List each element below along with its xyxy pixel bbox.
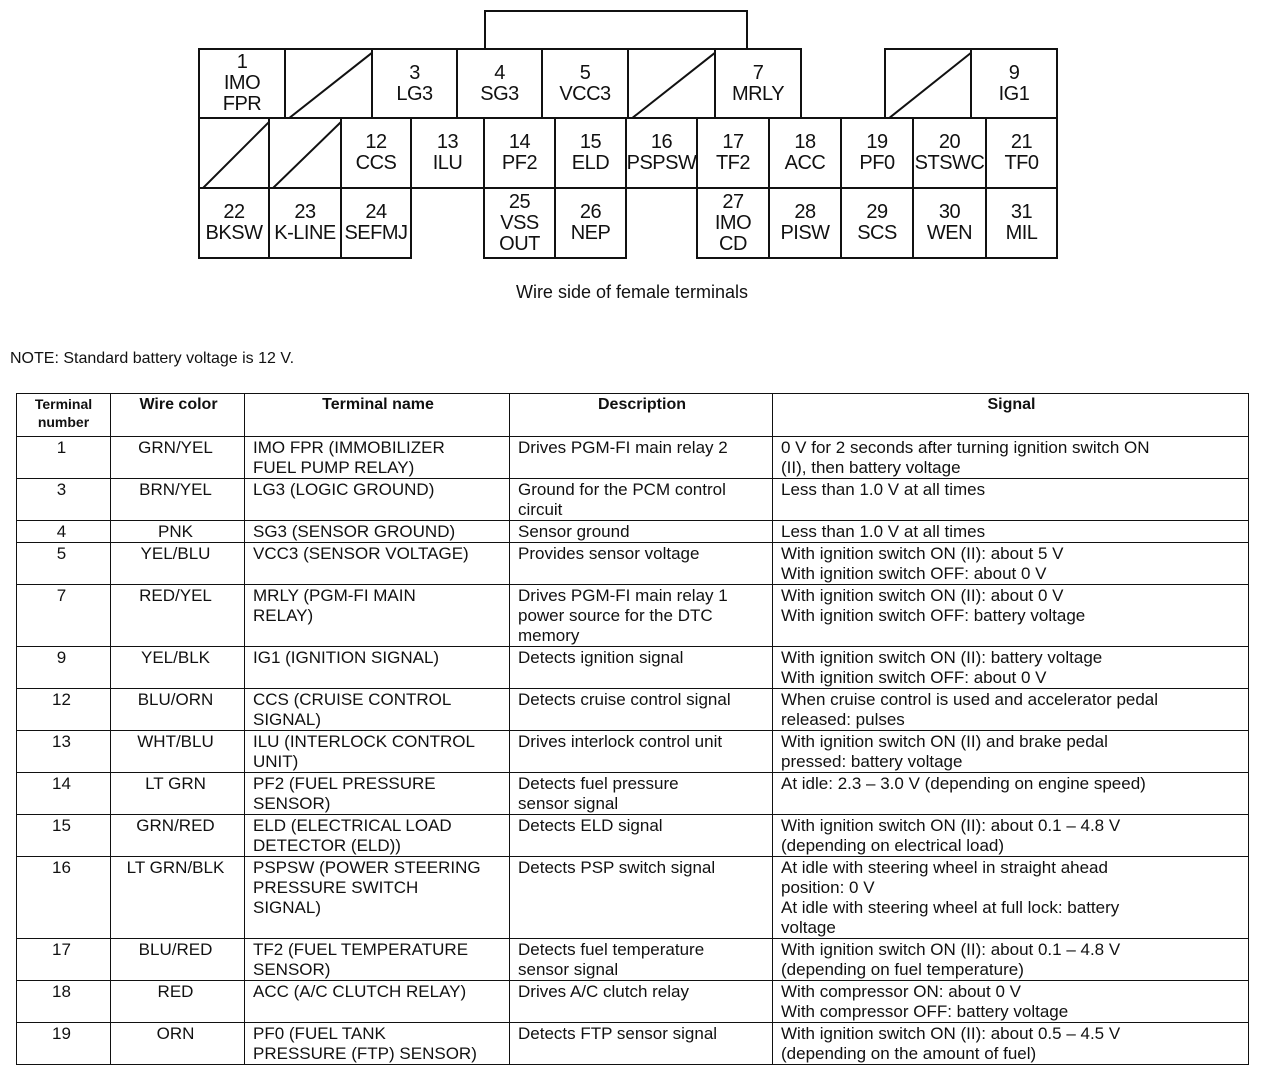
terminal-number: 14 [508, 131, 531, 153]
table-row [17, 815, 1249, 857]
cell-description: Detects FTP sensor signal [510, 1023, 773, 1065]
cell-description: Detects fuel temperature sensor signal [510, 939, 773, 981]
table-row [17, 585, 1249, 647]
terminal-number: 27 [722, 190, 744, 213]
terminal-7 [714, 48, 802, 119]
cell-wire-color: LT GRN [111, 773, 245, 815]
terminal-label: STSWC [914, 152, 985, 174]
cell-signal: Less than 1.0 V at all times [773, 521, 1249, 543]
cell-terminal-name: IMO FPR (IMMOBILIZER FUEL PUMP RELAY) [245, 437, 510, 479]
cell-signal: When cruise control is used and accelerator pedal released: pulses [773, 689, 1249, 731]
cell-terminal-name: VCC3 (SENSOR VOLTAGE) [245, 543, 510, 585]
terminal-25 [483, 187, 556, 259]
terminal-21 [985, 117, 1058, 189]
terminal-1 [198, 48, 286, 119]
terminal-31 [985, 187, 1058, 259]
terminal-label: VCC3 [559, 82, 611, 105]
terminal-17 [696, 117, 770, 189]
cell-signal: 0 V for 2 seconds after turning ignition switch ON (II), then battery voltage [773, 437, 1249, 479]
terminal-27 [696, 187, 770, 259]
terminal-label: SG3 [480, 82, 519, 105]
terminal-number: 25 [508, 190, 531, 213]
cell-description: Sensor ground [510, 521, 773, 543]
terminal-20 [912, 117, 987, 189]
cell-terminal-number: 7 [17, 585, 111, 647]
terminal-number: 19 [866, 131, 888, 153]
terminal-number: 31 [1010, 201, 1033, 223]
table-row [17, 1023, 1249, 1065]
terminal-19 [840, 117, 914, 189]
cell-description: Detects cruise control signal [510, 689, 773, 731]
cell-terminal-number: 15 [17, 815, 111, 857]
cell-terminal-name: LG3 (LOGIC GROUND) [245, 479, 510, 521]
terminal-number: 21 [1010, 131, 1033, 153]
terminal-12 [340, 117, 412, 189]
terminal-number: 24 [365, 201, 387, 223]
table-header-row [17, 394, 1249, 437]
terminal-number: 26 [579, 201, 602, 223]
cell-terminal-number: 13 [17, 731, 111, 773]
cell-signal: With ignition switch ON (II): about 5 V With ignition switch OFF: about 0 V [773, 543, 1249, 585]
terminal-label: PF0 [859, 152, 895, 174]
cell-description: Provides sensor voltage [510, 543, 773, 585]
terminal-number: 12 [365, 131, 387, 153]
terminal-4 [456, 48, 543, 119]
cell-signal: Less than 1.0 V at all times [773, 479, 1249, 521]
terminal-label: BKSW [205, 222, 263, 244]
cell-description: Drives A/C clutch relay [510, 981, 773, 1023]
terminal-empty-slot [198, 117, 270, 189]
terminal-label: MIL [1005, 222, 1038, 244]
cell-signal: With ignition switch ON (II): battery voltage With ignition switch OFF: about 0 V [773, 647, 1249, 689]
slash-mark [629, 50, 716, 119]
cell-description: Detects ELD signal [510, 815, 773, 857]
terminal-label: SCS [857, 222, 897, 244]
terminal-number: 22 [223, 201, 245, 223]
terminal-number: 9 [1008, 61, 1020, 84]
cell-signal: At idle: 2.3 – 3.0 V (depending on engine speed) [773, 773, 1249, 815]
table-row [17, 939, 1249, 981]
table-row [17, 437, 1249, 479]
cell-wire-color: YEL/BLU [111, 543, 245, 585]
terminal-26 [554, 187, 627, 259]
terminal-label: PF2 [501, 152, 538, 174]
cell-wire-color: ORN [111, 1023, 245, 1065]
cell-terminal-name: ILU (INTERLOCK CONTROL UNIT) [245, 731, 510, 773]
terminal-number: 29 [866, 201, 888, 223]
cell-terminal-number: 9 [17, 647, 111, 689]
terminal-number: 30 [938, 201, 961, 223]
terminal-label: ELD [571, 152, 610, 174]
cell-signal: With ignition switch ON (II) and brake pedal pressed: battery voltage [773, 731, 1249, 773]
header-description: Description [510, 394, 773, 437]
terminal-label: ACC [784, 152, 826, 174]
terminal-empty-slot [268, 117, 342, 189]
cell-wire-color: LT GRN/BLK [111, 857, 245, 939]
cell-description: Detects ignition signal [510, 647, 773, 689]
terminal-number: 7 [752, 61, 764, 84]
terminal-label: LG3 [396, 82, 433, 105]
cell-terminal-number: 12 [17, 689, 111, 731]
cell-terminal-name: CCS (CRUISE CONTROL SIGNAL) [245, 689, 510, 731]
terminal-label: SEFMJ [344, 222, 408, 244]
terminal-label: IMO FPR [222, 72, 262, 115]
table-row [17, 689, 1249, 731]
table-row [17, 731, 1249, 773]
cell-terminal-name: ELD (ELECTRICAL LOAD DETECTOR (ELD)) [245, 815, 510, 857]
note-text: NOTE: Standard battery voltage is 12 V. [10, 350, 295, 367]
cell-terminal-number: 1 [17, 437, 111, 479]
cell-wire-color: BLU/ORN [111, 689, 245, 731]
terminal-label: CCS [355, 152, 397, 174]
terminal-label: PSPSW [626, 152, 697, 174]
terminal-28 [768, 187, 842, 259]
terminal-22 [198, 187, 270, 259]
diagram-caption: Wire side of female terminals [515, 282, 749, 302]
cell-wire-color: PNK [111, 521, 245, 543]
terminal-number: 16 [650, 131, 673, 153]
cell-signal: At idle with steering wheel in straight ahead position: 0 V At idle with steering wheel at full lock: battery voltage [773, 857, 1249, 939]
table-row [17, 479, 1249, 521]
table-row [17, 857, 1249, 939]
terminal-number: 13 [436, 131, 459, 153]
cell-wire-color: GRN/YEL [111, 437, 245, 479]
cell-terminal-name: IG1 (IGNITION SIGNAL) [245, 647, 510, 689]
cell-description: Drives interlock control unit [510, 731, 773, 773]
terminal-number: 4 [494, 61, 505, 84]
cell-terminal-name: SG3 (SENSOR GROUND) [245, 521, 510, 543]
cell-terminal-number: 16 [17, 857, 111, 939]
cell-signal: With compressor ON: about 0 V With compressor OFF: battery voltage [773, 981, 1249, 1023]
terminal-5 [541, 48, 629, 119]
header-wire-color: Wire color [111, 394, 245, 437]
terminal-label: TF2 [715, 152, 751, 174]
table-row [17, 647, 1249, 689]
terminal-15 [554, 117, 627, 189]
terminal-label: TF0 [1004, 152, 1039, 174]
connector-lock-tab [484, 10, 748, 50]
cell-wire-color: RED/YEL [111, 585, 245, 647]
cell-terminal-name: TF2 (FUEL TEMPERATURE SENSOR) [245, 939, 510, 981]
cell-terminal-number: 18 [17, 981, 111, 1023]
terminal-number: 20 [938, 131, 961, 153]
table-row [17, 773, 1249, 815]
cell-description: Drives PGM-FI main relay 1 power source for the DTC memory [510, 585, 773, 647]
terminal-13 [410, 117, 485, 189]
cell-signal: With ignition switch ON (II): about 0.1 – 4.8 V (depending on fuel temperature) [773, 939, 1249, 981]
cell-description: Ground for the PCM control circuit [510, 479, 773, 521]
cell-description: Detects fuel pressure sensor signal [510, 773, 773, 815]
terminal-label: MRLY [731, 82, 785, 105]
cell-terminal-number: 19 [17, 1023, 111, 1065]
cell-terminal-number: 4 [17, 521, 111, 543]
terminal-number: 23 [294, 201, 316, 223]
cell-terminal-name: ACC (A/C CLUTCH RELAY) [245, 981, 510, 1023]
terminal-label: IG1 [998, 82, 1030, 105]
terminal-29 [840, 187, 914, 259]
header-terminal-name: Terminal name [245, 394, 510, 437]
table-row [17, 981, 1249, 1023]
cell-wire-color: YEL/BLK [111, 647, 245, 689]
terminal-label: NEP [570, 222, 611, 244]
terminal-label: K-LINE [274, 222, 336, 244]
slash-mark [200, 119, 270, 189]
terminal-number: 1 [236, 51, 248, 73]
terminal-number: 17 [722, 131, 744, 153]
terminal-number: 3 [409, 61, 420, 84]
terminal-label: PISW [780, 222, 830, 244]
cell-description: Detects PSP switch signal [510, 857, 773, 939]
terminal-number: 18 [794, 131, 816, 153]
terminal-label: ILU [432, 152, 463, 174]
cell-signal: With ignition switch ON (II): about 0.1 – 4.8 V (depending on electrical load) [773, 815, 1249, 857]
terminal-9 [970, 48, 1058, 119]
terminal-number: 5 [579, 61, 591, 84]
terminal-3 [371, 48, 458, 119]
cell-signal: With ignition switch ON (II): about 0 V With ignition switch OFF: battery voltage [773, 585, 1249, 647]
header-terminal-number: Terminal number [17, 394, 111, 437]
cell-terminal-name: MRLY (PGM-FI MAIN RELAY) [245, 585, 510, 647]
terminal-24 [340, 187, 412, 259]
slash-mark [886, 50, 972, 119]
slash-mark [286, 50, 373, 119]
terminal-label: IMO CD [714, 211, 752, 255]
slash-mark [270, 119, 342, 189]
cell-wire-color: WHT/BLU [111, 731, 245, 773]
cell-signal: With ignition switch ON (II): about 0.5 – 4.5 V (depending on the amount of fuel) [773, 1023, 1249, 1065]
cell-terminal-number: 14 [17, 773, 111, 815]
cell-terminal-name: PF2 (FUEL PRESSURE SENSOR) [245, 773, 510, 815]
terminal-label: WEN [926, 222, 973, 244]
cell-terminal-number: 17 [17, 939, 111, 981]
terminal-label: VSS OUT [499, 211, 540, 255]
cell-terminal-number: 5 [17, 543, 111, 585]
terminal-18 [768, 117, 842, 189]
cell-wire-color: BLU/RED [111, 939, 245, 981]
header-signal: Signal [773, 394, 1249, 437]
terminal-number: 28 [794, 201, 816, 223]
terminal-empty-slot [627, 48, 716, 119]
terminal-empty-slot [884, 48, 972, 119]
terminal-table [16, 393, 1249, 1065]
terminal-30 [912, 187, 987, 259]
terminal-number: 15 [579, 131, 602, 153]
terminal-16 [625, 117, 698, 189]
cell-terminal-number: 3 [17, 479, 111, 521]
cell-terminal-name: PSPSW (POWER STEERING PRESSURE SWITCH SIGNAL) [245, 857, 510, 939]
cell-wire-color: BRN/YEL [111, 479, 245, 521]
table-row [17, 543, 1249, 585]
cell-description: Drives PGM-FI main relay 2 [510, 437, 773, 479]
terminal-empty-slot [284, 48, 373, 119]
terminal-14 [483, 117, 556, 189]
table-row [17, 521, 1249, 543]
cell-terminal-name: PF0 (FUEL TANK PRESSURE (FTP) SENSOR) [245, 1023, 510, 1065]
cell-wire-color: GRN/RED [111, 815, 245, 857]
terminal-23 [268, 187, 342, 259]
cell-wire-color: RED [111, 981, 245, 1023]
connector-diagram [0, 0, 1264, 300]
